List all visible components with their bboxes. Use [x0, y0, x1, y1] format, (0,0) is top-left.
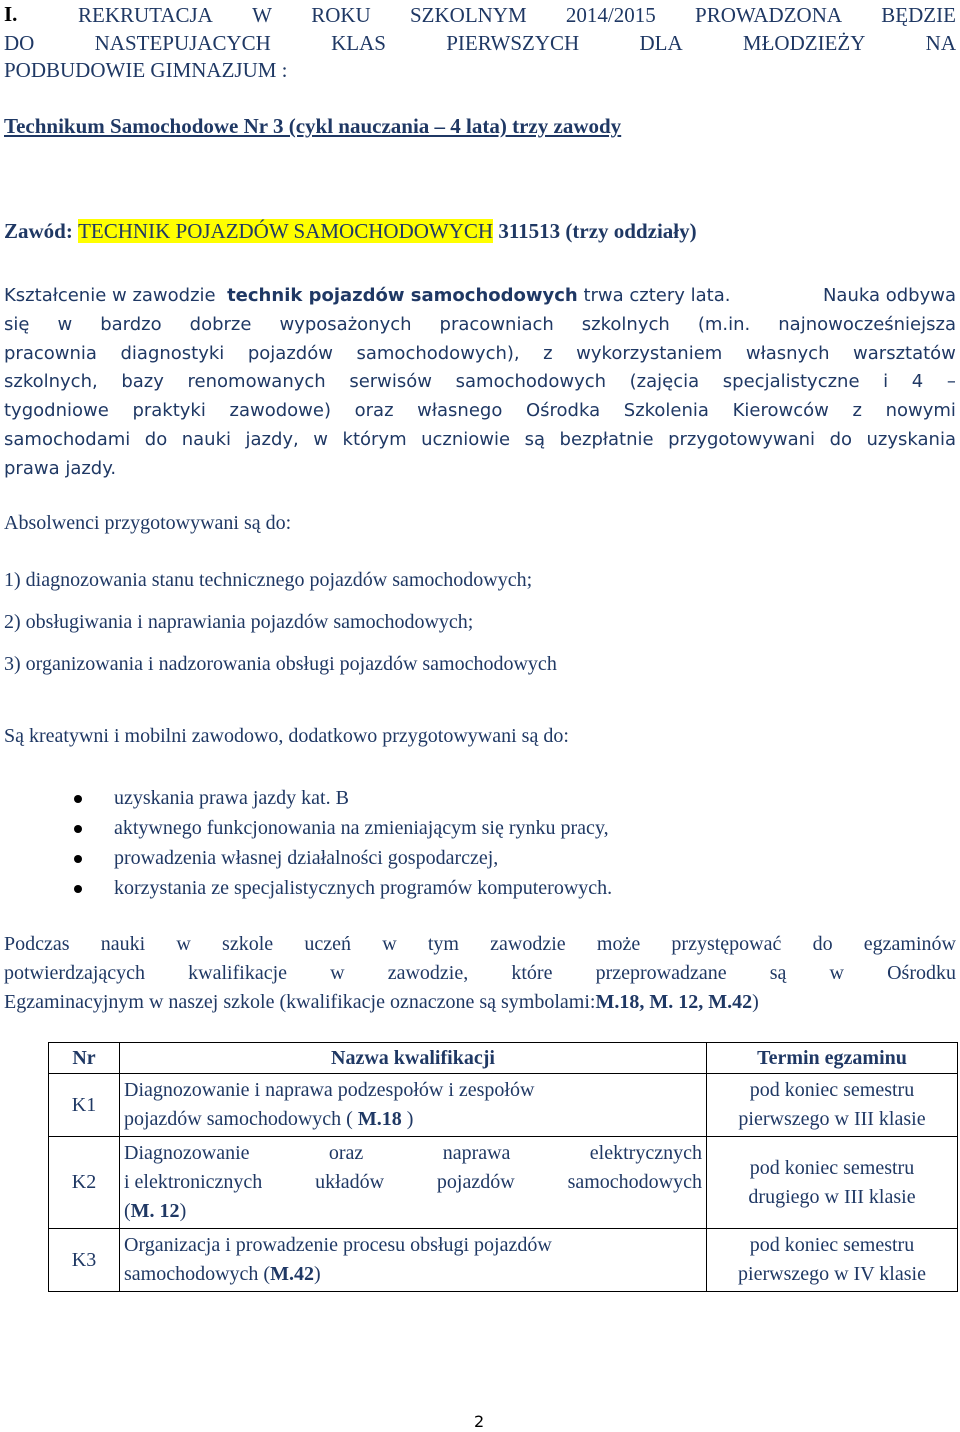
word: pojazdów	[247, 342, 333, 364]
word: tygodniowe	[4, 400, 109, 422]
description-line-6	[4, 426, 956, 455]
word: jazdy,	[245, 428, 299, 450]
word: są	[524, 428, 546, 450]
word: w	[330, 962, 345, 984]
word: renomowanych	[187, 371, 326, 393]
exams-line-3: Egzaminacyjnym w naszej szkole (kwalifikacje oznaczone są symbolami: M.18, M. 12, M.42 )	[4, 988, 956, 1017]
word: –	[946, 371, 956, 393]
qualifications-table	[48, 1042, 958, 1292]
row-name: Diagnozowanie i naprawa podzespołów i zespołów pojazdów samochodowych ( M.18 )	[120, 1074, 707, 1137]
extra-intro: Są kreatywni i mobilni zawodowo, dodatkowo przygotowywani są do:	[4, 725, 569, 747]
word: oraz	[328, 1142, 364, 1164]
word: (zajęcia	[629, 371, 700, 393]
heading-line-2	[4, 30, 956, 58]
row-nr: K1	[49, 1074, 120, 1137]
word: bezpłatnie	[559, 428, 654, 450]
bullet-dot	[74, 855, 82, 863]
word: samochodowych	[567, 1171, 702, 1193]
word: którym	[342, 428, 407, 450]
word: warsztatów	[853, 342, 956, 364]
description-line-3	[4, 340, 956, 369]
exams-line-1	[4, 930, 956, 959]
word: które	[511, 962, 553, 984]
word: w	[382, 933, 397, 955]
description-line-2	[4, 311, 956, 340]
profession-line	[4, 219, 697, 244]
exam-symbols: M.18, M. 12, M.42	[595, 991, 753, 1013]
word: MŁODZIEŻY	[742, 30, 866, 55]
word: wykorzystaniem	[576, 342, 723, 364]
word: uzyskania	[866, 428, 956, 450]
word: tym	[427, 933, 459, 955]
word: przygotowywani	[668, 428, 816, 450]
word: diagnostyki	[120, 342, 225, 364]
word: praktyki	[132, 400, 206, 422]
word: bardzo	[100, 313, 162, 335]
word: specjalistyczne	[722, 371, 860, 393]
word: egzaminów	[863, 933, 956, 955]
word: naprawa	[442, 1142, 511, 1164]
word: z	[543, 342, 553, 364]
word: serwisów	[349, 371, 433, 393]
word: i elektronicznych	[124, 1171, 263, 1193]
word: ROKU	[311, 3, 371, 27]
page-number: 2	[474, 1412, 485, 1431]
word: w	[313, 428, 329, 450]
profession-name: TECHNIK POJAZDÓW SAMOCHODOWYCH	[78, 219, 494, 243]
word: szkole	[222, 933, 274, 955]
word: Szkolenia	[623, 400, 709, 422]
row-term: pod koniec semestru drugiego w III klasie	[707, 1137, 958, 1229]
word: najnowocześniejsza	[778, 313, 956, 335]
word: elektrycznych	[589, 1142, 702, 1164]
word: zawodowe)	[229, 400, 331, 422]
word: Ośrodka	[525, 400, 601, 422]
graduates-item-2: 2) obsługiwania i naprawiania pojazdów samochodowych;	[4, 611, 474, 633]
header-term: Termin egzaminu	[707, 1043, 958, 1074]
graduates-intro: Absolwenci przygotowywani są do:	[4, 512, 292, 534]
profession-label: Zawód:	[4, 219, 79, 243]
word: są	[769, 962, 787, 984]
school-title: Technikum Samochodowe Nr 3 (cykl nauczania – 4 lata) trzy zawody	[4, 114, 622, 138]
word: układów	[315, 1171, 385, 1193]
table-header-row	[49, 1043, 958, 1074]
word: NASTEPUJACYCH	[94, 30, 271, 55]
section-heading	[4, 2, 956, 85]
row-name: Diagnozowanie oraz naprawa elektrycznych i elektronicznych układów pojazdów samochodowych (M. 12)	[120, 1137, 707, 1229]
section-number: I.	[4, 2, 18, 26]
word: REKRUTACJA	[78, 3, 213, 27]
bullet-dot	[74, 885, 82, 893]
description-line-1	[4, 282, 956, 311]
word: NA	[925, 30, 956, 55]
word: pracowniach	[439, 313, 554, 335]
word: 4	[911, 371, 924, 393]
word: KLAS	[331, 30, 386, 55]
word: do	[829, 428, 853, 450]
desc-text-a: Kształcenie w zawodzie	[4, 285, 216, 306]
word: potwierdzających	[4, 962, 146, 984]
row-name: Organizacja i prowadzenie procesu obsługi pojazdów samochodowych (M.42)	[120, 1229, 707, 1292]
word: BĘDZIE	[881, 3, 956, 27]
header-nr: Nr	[49, 1043, 120, 1074]
word: do	[812, 933, 833, 955]
word: Diagnozowanie	[124, 1142, 250, 1164]
description-line-7: prawa jazdy.	[4, 457, 117, 479]
word: Kierowców	[732, 400, 829, 422]
word: może	[596, 933, 641, 955]
word: w	[829, 962, 844, 984]
graduates-item-3: 3) organizowania i nadzorowania obsługi pojazdów samochodowych	[4, 653, 557, 675]
word: Ośrodku	[887, 962, 956, 984]
word: nauki	[100, 933, 146, 955]
word: samochodowych),	[356, 342, 520, 364]
row-nr: K3	[49, 1229, 120, 1292]
word: SZKOLNYM	[409, 3, 527, 27]
word: własnego	[417, 400, 503, 422]
row-term: pod koniec semestru pierwszego w III klasie	[707, 1074, 958, 1137]
word: do	[144, 428, 168, 450]
exams-line-2	[4, 959, 956, 988]
word: uczniowie	[421, 428, 511, 450]
header-name: Nazwa kwalifikacji	[120, 1043, 707, 1074]
description-paragraph	[4, 282, 956, 484]
description-line-4	[4, 368, 956, 397]
word: się	[4, 313, 30, 335]
word: przeprowadzane	[595, 962, 727, 984]
word: W	[252, 3, 272, 27]
word: w	[57, 313, 73, 335]
word: zawodzie	[490, 933, 566, 955]
word: oraz	[354, 400, 394, 422]
heading-line-1	[4, 2, 956, 30]
profession-code: 311513 (trzy oddziały)	[493, 219, 697, 243]
word: samochodowych	[455, 371, 607, 393]
word: szkolnych	[581, 313, 670, 335]
word: przystępować	[671, 933, 782, 955]
word: wyposażonych	[279, 313, 412, 335]
word: bazy	[121, 371, 164, 393]
description-line-5	[4, 397, 956, 426]
word: i	[883, 371, 889, 393]
word: nowymi	[885, 400, 956, 422]
word: uczeń	[304, 933, 351, 955]
word: DLA	[639, 30, 683, 55]
word: szkolnych,	[4, 371, 98, 393]
word: w	[176, 933, 191, 955]
word: 2014/2015	[565, 3, 656, 27]
exams-paragraph	[4, 930, 956, 1017]
word: DO	[4, 30, 35, 55]
word: PIERWSZYCH	[446, 30, 580, 55]
desc-text-c: Nauka odbywa	[822, 285, 956, 306]
word: (m.in.	[697, 313, 751, 335]
row-nr: K2	[49, 1137, 120, 1229]
word: nauki	[181, 428, 231, 450]
word: własnych	[745, 342, 830, 364]
word: samochodami	[4, 428, 131, 450]
bullet-dot	[74, 795, 82, 803]
word: dobrze	[189, 313, 252, 335]
word: PROWADZONA	[695, 3, 843, 27]
table-row	[49, 1074, 958, 1137]
desc-text-b: trwa cztery lata.	[583, 285, 731, 306]
graduates-item-1: 1) diagnozowania stanu technicznego pojazdów samochodowych;	[4, 569, 533, 591]
word: Podczas	[4, 933, 70, 955]
word: kwalifikacje	[188, 962, 288, 984]
word: zawodzie,	[387, 962, 469, 984]
heading-line-3: PODBUDOWIE GIMNAZJUM :	[4, 58, 288, 82]
word: pojazdów	[436, 1171, 515, 1193]
table-row	[49, 1137, 958, 1229]
bullet-dot	[74, 825, 82, 833]
row-term: pod koniec semestru pierwszego w IV klasie	[707, 1229, 958, 1292]
desc-profession: technik pojazdów samochodowych	[227, 285, 578, 306]
table-row	[49, 1229, 958, 1292]
word: pracownia	[4, 342, 97, 364]
word: z	[852, 400, 862, 422]
